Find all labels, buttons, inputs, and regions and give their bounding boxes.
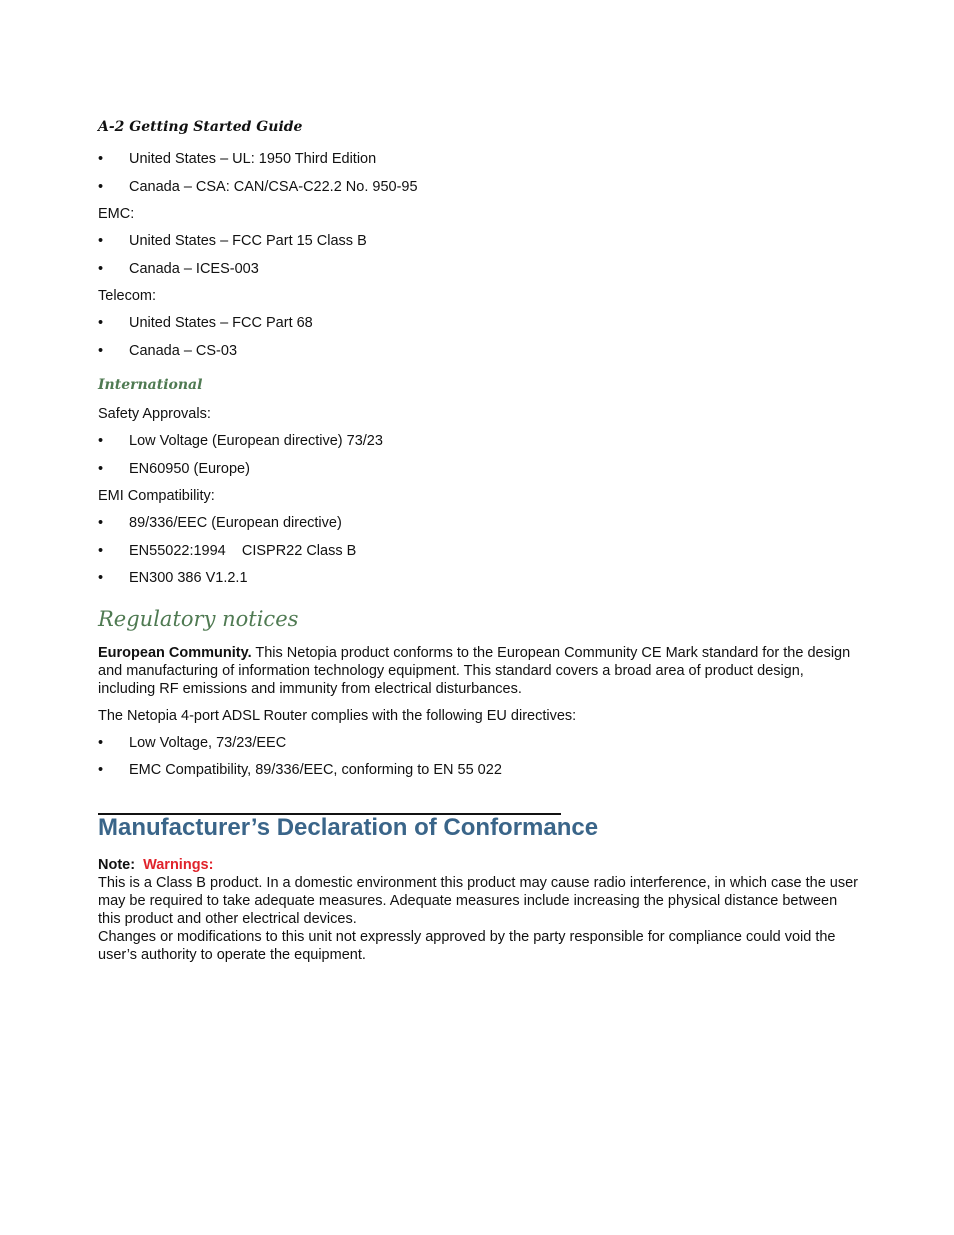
bullet-icon: • [98, 762, 104, 778]
ec-bold-label: European Community. [98, 645, 252, 661]
declaration-heading: Manufacturer’s Declaration of Conformance [98, 814, 599, 841]
bullet-icon: • [98, 179, 104, 195]
bullet-icon: • [98, 261, 104, 277]
note-line [98, 856, 213, 874]
bullet-icon: • [98, 461, 104, 477]
note-label: Note: [98, 857, 136, 873]
warnings-label: Warnings: [143, 857, 214, 873]
telecom-label: Telecom: [98, 288, 157, 304]
bullet-icon: • [98, 151, 104, 167]
bullet-icon: • [98, 233, 104, 249]
international-heading: International [98, 377, 203, 393]
bullet-icon: • [98, 735, 104, 751]
safety-approvals-label: Safety Approvals: [98, 406, 211, 422]
emi-compatibility-label: EMI Compatibility: [98, 488, 215, 504]
page-header: A-2 Getting Started Guide [98, 119, 303, 135]
european-community-paragraph [98, 644, 858, 698]
directives-intro: The Netopia 4-port ADSL Router complies with the following EU directives: [98, 708, 577, 724]
warning-paragraph-2: Changes or modifications to this unit not expressly approved by the party responsible for compliance could void the user’s authority to operate the equipment. [98, 929, 836, 963]
emc-label: EMC: [98, 206, 135, 222]
ec-text: This Netopia product conforms to the European Community CE Mark standard for the design and manufacturing of information technology equipment. This standard covers a broad area of product design, including RF emissions and immunity from electrical disturbances. [98, 645, 851, 697]
bullet-icon: • [98, 570, 104, 586]
bullet-icon: • [98, 343, 104, 359]
bullet-icon: • [98, 433, 104, 449]
warning-paragraph-1: This is a Class B product. In a domestic environment this product may cause radio interference, in which case the user may be required to take adequate measures. Adequate measures include increasing the physical distance between this product and other electrical devices. [98, 875, 858, 927]
bullet-icon: • [98, 315, 104, 331]
regulatory-notices-heading: Regulatory notices [98, 607, 299, 631]
bullet-icon: • [98, 515, 104, 531]
bullet-icon: • [98, 543, 104, 559]
